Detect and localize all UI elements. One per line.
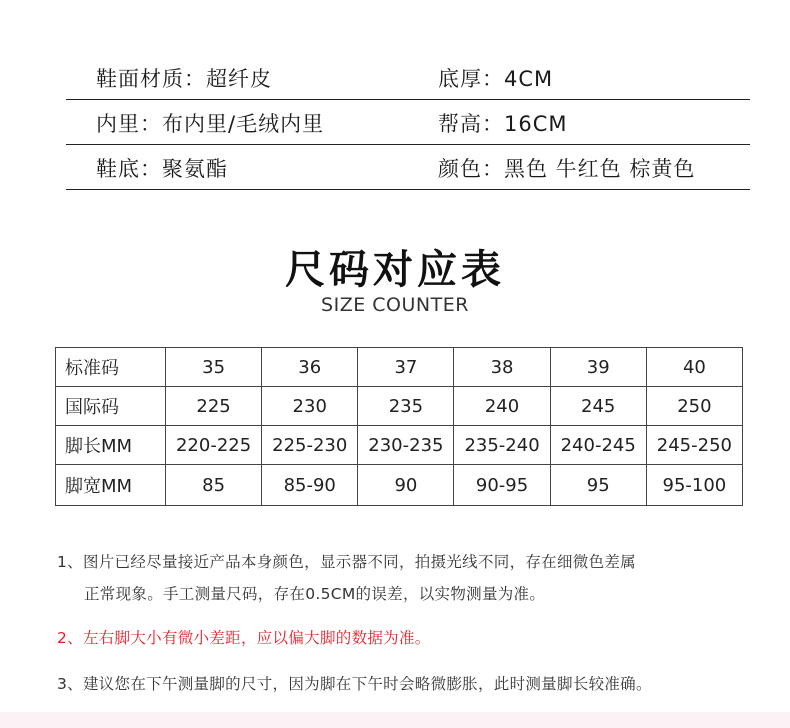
spec-shaft-height: 帮高：16CM	[438, 112, 568, 136]
size-chart-table	[55, 347, 743, 506]
size-cell: 85	[166, 465, 262, 506]
note-1-line-2: 正常现象。手工测量尺码，存在0.5CM的误差，以实物测量为准。	[84, 585, 546, 603]
size-cell: 240	[454, 387, 550, 426]
spec-row-lining	[66, 100, 750, 145]
size-row-foot-length	[56, 426, 743, 465]
spec-colors: 颜色：黑色 牛红色 棕黄色	[438, 157, 696, 181]
spec-row-material	[66, 55, 750, 100]
size-cell: 230-235	[358, 426, 454, 465]
note-2-highlight: 2、左右脚大小有微小差距，应以偏大脚的数据为准。	[57, 629, 431, 647]
size-cell: 240-245	[550, 426, 646, 465]
note-3: 3、建议您在下午测量脚的尺寸，因为脚在下午时会略微膨胀，此时测量脚长较准确。	[57, 675, 652, 693]
spec-upper-material: 鞋面材质：超纤皮	[96, 67, 272, 91]
note-1-line-1: 1、图片已经尽量接近产品本身颜色，显示器不同，拍摄光线不同，存在细微色差属	[57, 553, 636, 571]
size-cell: 95	[550, 465, 646, 506]
size-cell: 36	[262, 348, 358, 387]
size-cell: 40	[646, 348, 742, 387]
row-label: 标准码	[56, 348, 166, 387]
size-cell: 38	[454, 348, 550, 387]
spec-row-sole	[66, 145, 750, 190]
size-cell: 35	[166, 348, 262, 387]
size-cell: 95-100	[646, 465, 742, 506]
size-cell: 39	[550, 348, 646, 387]
size-row-standard	[56, 348, 743, 387]
size-row-foot-width	[56, 465, 743, 506]
row-label: 脚宽MM	[56, 465, 166, 506]
row-label: 脚长MM	[56, 426, 166, 465]
size-cell: 85-90	[262, 465, 358, 506]
size-cell: 37	[358, 348, 454, 387]
size-cell: 220-225	[166, 426, 262, 465]
size-cell: 225	[166, 387, 262, 426]
row-label: 国际码	[56, 387, 166, 426]
size-cell: 225-230	[262, 426, 358, 465]
size-cell: 235-240	[454, 426, 550, 465]
size-chart-subtitle: SIZE COUNTER	[321, 294, 469, 316]
size-cell: 245	[550, 387, 646, 426]
size-cell: 90-95	[454, 465, 550, 506]
bottom-decorative-strip	[0, 712, 790, 728]
size-cell: 230	[262, 387, 358, 426]
size-row-international	[56, 387, 743, 426]
spec-sole-thickness: 底厚：4CM	[438, 67, 554, 91]
spec-lining: 内里：布内里/毛绒内里	[96, 112, 325, 136]
size-chart-title: 尺码对应表	[285, 247, 505, 293]
spec-sole-material: 鞋底：聚氨酯	[96, 157, 228, 181]
size-cell: 245-250	[646, 426, 742, 465]
size-cell: 90	[358, 465, 454, 506]
size-cell: 250	[646, 387, 742, 426]
size-cell: 235	[358, 387, 454, 426]
